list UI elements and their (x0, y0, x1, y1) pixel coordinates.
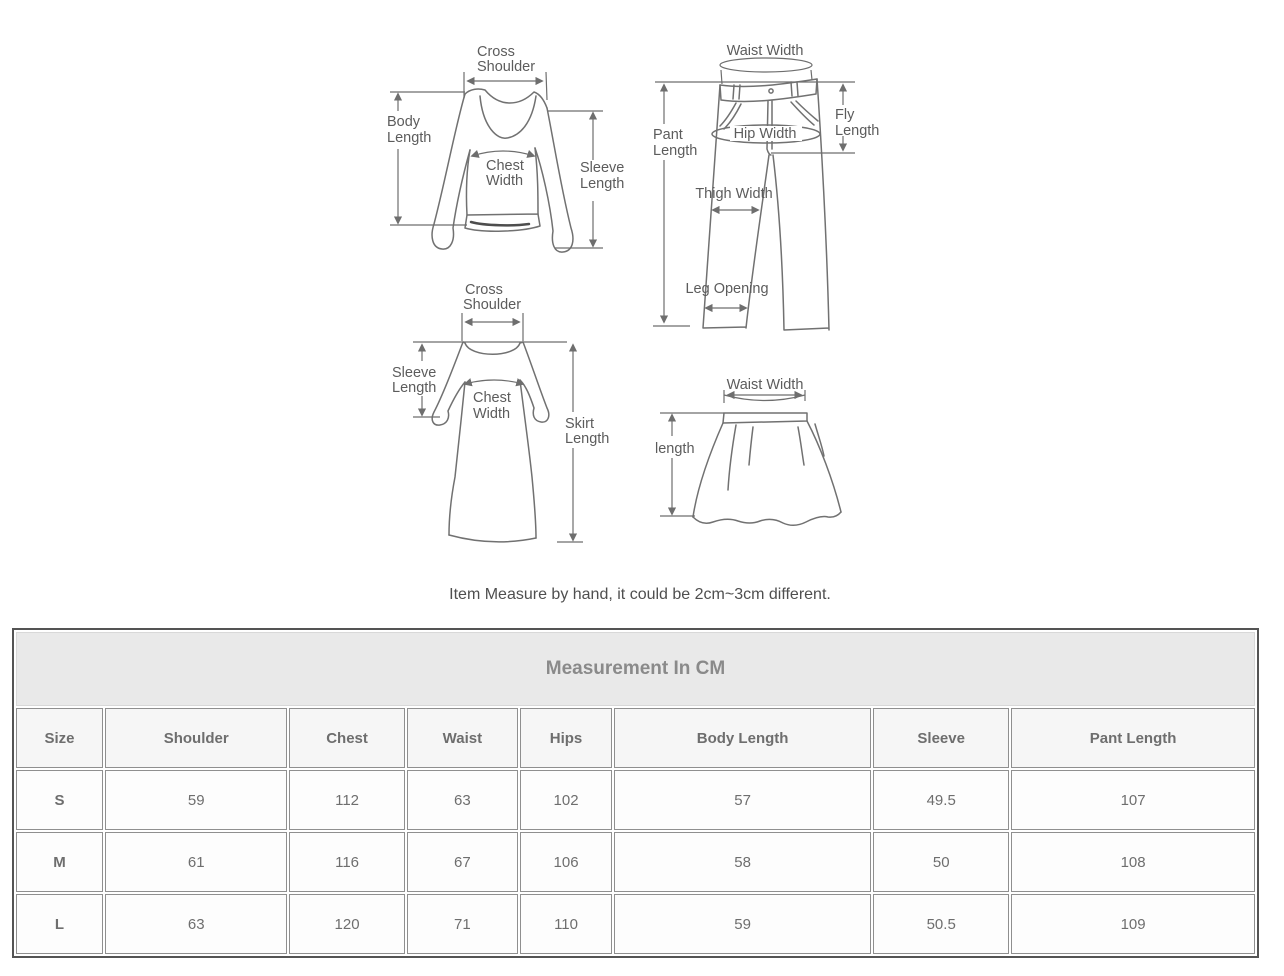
size-cell: S (16, 770, 103, 830)
label-pant-length-1: Pant (653, 127, 683, 143)
col-header-body-length: Body Length (614, 708, 871, 768)
table-header-row (16, 708, 1255, 768)
table-title: Measurement In CM (16, 632, 1255, 706)
col-header-sleeve: Sleeve (873, 708, 1009, 768)
label-body-length-2: Length (387, 130, 432, 146)
label-thigh-width: Thigh Width (695, 186, 773, 202)
col-header-shoulder: Shoulder (105, 708, 288, 768)
table-row-m (16, 832, 1255, 892)
label-pants-waist-width: Waist Width (726, 43, 804, 59)
label-dress-chest-width-2: Width (473, 406, 511, 422)
label-fly-length-2: Length (835, 123, 880, 139)
label-sweater-cross-shoulder-2: Shoulder (477, 59, 536, 75)
label-sweater-sleeve-length-1: Sleeve (580, 160, 625, 176)
label-dress-cross-shoulder-1: Cross (465, 282, 503, 298)
value-cell: 50 (873, 832, 1009, 892)
col-header-pant-length: Pant Length (1011, 708, 1255, 768)
table-row-s (16, 770, 1255, 830)
value-cell: 58 (614, 832, 871, 892)
diagram-caption: Item Measure by hand, it could be 2cm~3cm different. (449, 586, 831, 603)
value-cell: 108 (1011, 832, 1255, 892)
label-sweater-cross-shoulder-1: Cross (477, 44, 515, 60)
value-cell: 57 (614, 770, 871, 830)
label-skirt-waist-width: Waist Width (726, 377, 804, 393)
label-dress-sleeve-length-1: Sleeve (392, 365, 437, 381)
value-cell: 59 (614, 894, 871, 954)
label-hip-width: Hip Width (733, 126, 797, 142)
value-cell: 50.5 (873, 894, 1009, 954)
label-skirt-length-1: Skirt (565, 416, 594, 432)
label-sweater-chest-width-1: Chest (486, 158, 524, 174)
measurement-table (12, 628, 1259, 958)
value-cell: 49.5 (873, 770, 1009, 830)
col-header-waist: Waist (407, 708, 518, 768)
label-dress-chest-width-1: Chest (473, 390, 511, 406)
table-title-row (16, 632, 1255, 706)
col-header-size: Size (16, 708, 103, 768)
skirt-drawing (693, 390, 841, 525)
value-cell: 71 (407, 894, 518, 954)
value-cell: 67 (407, 832, 518, 892)
value-cell: 59 (105, 770, 288, 830)
sweater-measurements (387, 44, 624, 248)
value-cell: 107 (1011, 770, 1255, 830)
label-fly-length-1: Fly (835, 107, 855, 123)
label-leg-opening: Leg Opening (685, 281, 769, 297)
col-header-chest: Chest (289, 708, 404, 768)
label-skirt-length: length (655, 441, 695, 457)
dress-measurements (392, 282, 609, 542)
value-cell: 120 (289, 894, 404, 954)
value-cell: 61 (105, 832, 288, 892)
label-body-length-1: Body (387, 114, 421, 130)
table-row-l (16, 894, 1255, 954)
label-skirt-length-2: Length (565, 431, 610, 447)
measurement-diagram (350, 28, 910, 618)
value-cell: 63 (105, 894, 288, 954)
label-dress-cross-shoulder-2: Shoulder (463, 297, 522, 313)
value-cell: 106 (520, 832, 612, 892)
label-pant-length-2: Length (653, 143, 698, 159)
value-cell: 102 (520, 770, 612, 830)
value-cell: 63 (407, 770, 518, 830)
value-cell: 109 (1011, 894, 1255, 954)
label-sweater-chest-width-2: Width (486, 173, 524, 189)
col-header-hips: Hips (520, 708, 612, 768)
value-cell: 110 (520, 894, 612, 954)
label-sweater-sleeve-length-2: Length (580, 176, 625, 192)
measurement-table-section (12, 628, 1259, 958)
skirt-measurements (655, 377, 803, 516)
size-cell: M (16, 832, 103, 892)
size-diagram (350, 28, 910, 618)
value-cell: 112 (289, 770, 404, 830)
label-dress-sleeve-length-2: Length (392, 380, 437, 396)
size-cell: L (16, 894, 103, 954)
value-cell: 116 (289, 832, 404, 892)
